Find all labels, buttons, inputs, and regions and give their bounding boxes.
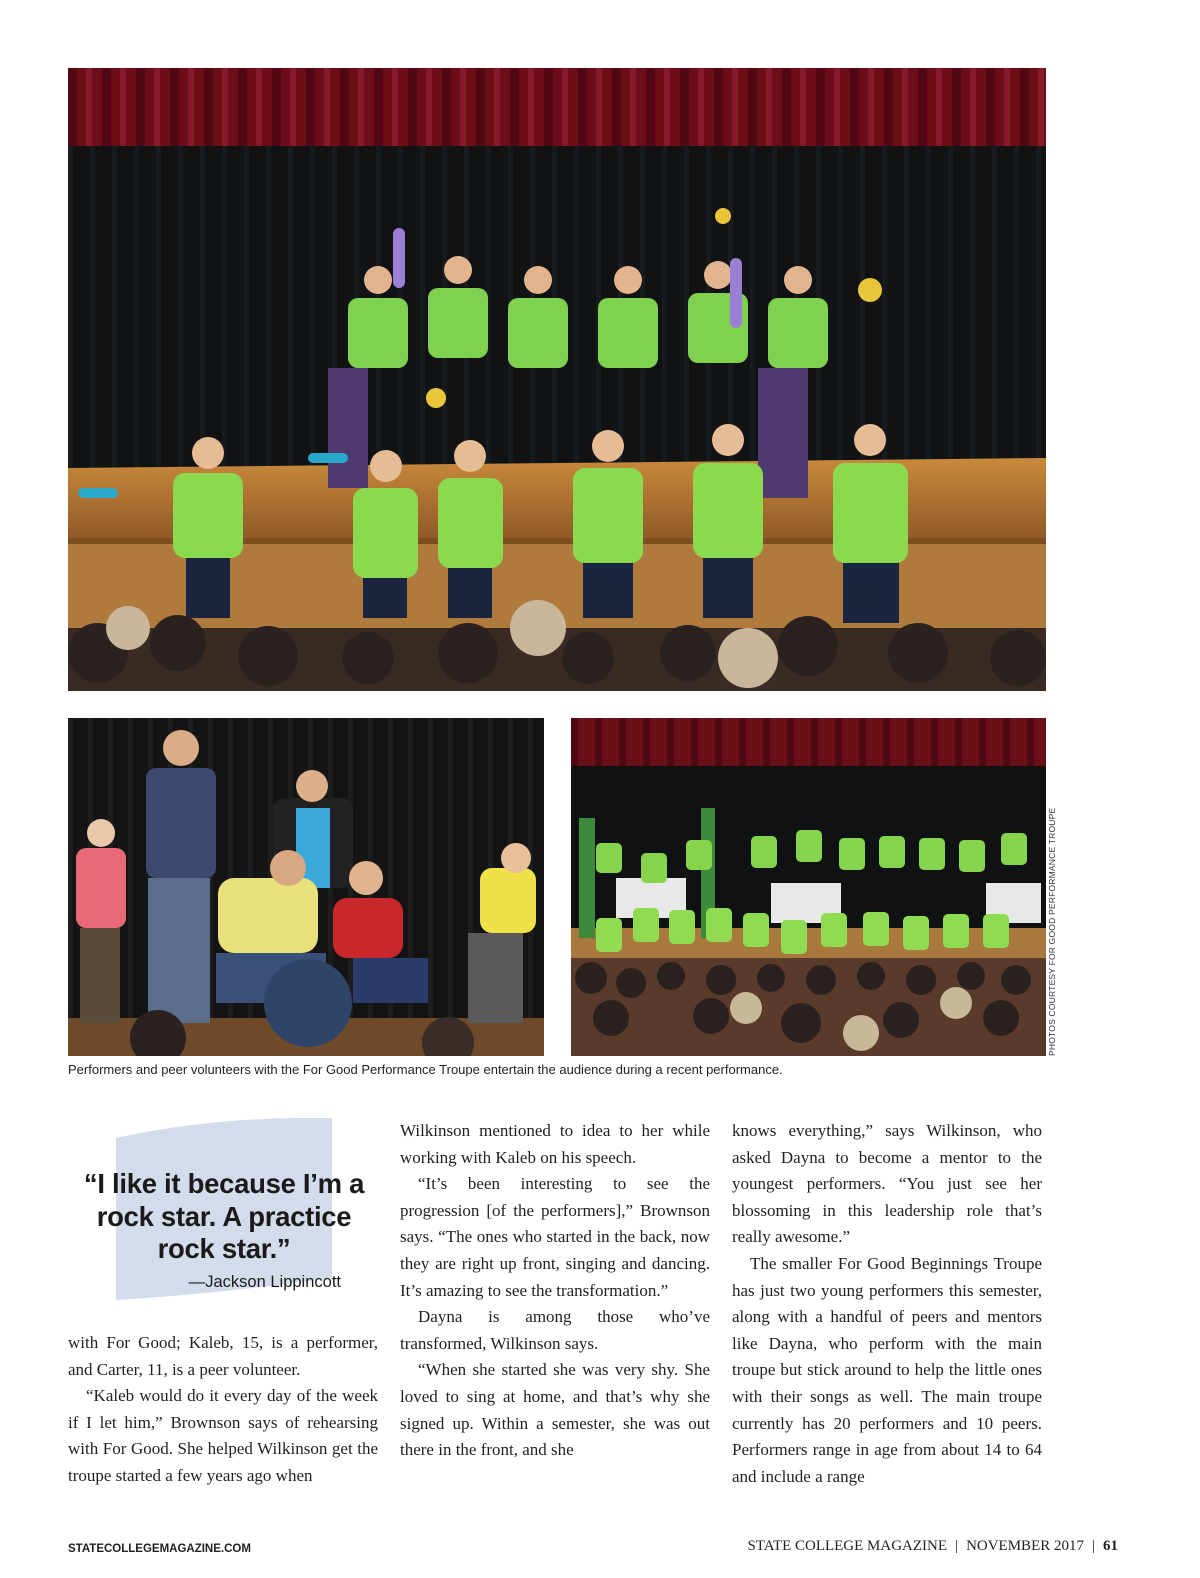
footer-folio bbox=[747, 1538, 1118, 1555]
paragraph: “When she started she was very shy. She loved to sing at home, and that’s why she signed up. Within a semester, she was out there in the front, and she bbox=[400, 1360, 710, 1460]
photo-troupe-lineup bbox=[571, 718, 1046, 1056]
paragraph: The smaller For Good Beginnings Troupe has just two young performers this semester, along with a handful of peers and mentors like Dayna, who perform with the main troupe but stick around to help the little ones with their songs as well. The main troupe currently has 20 performers and 10 peers. Performers range in age from about 14 to 64 and include a range bbox=[732, 1253, 1042, 1486]
pull-quote bbox=[80, 1118, 380, 1300]
photo-credit: PHOTOS COURTESY FOR GOOD PERFORMANCE TROUPE bbox=[1047, 807, 1057, 1056]
body-column-2 bbox=[400, 1118, 710, 1464]
paragraph: Dayna is among those who’ve transformed, Wilkinson says. bbox=[400, 1307, 710, 1353]
photo-performers-rehearsal bbox=[68, 718, 544, 1056]
lineup-photo-drawing bbox=[571, 718, 1046, 1056]
footer-magazine-name: STATE COLLEGE MAGAZINE bbox=[747, 1538, 948, 1554]
stage-photo-drawing bbox=[68, 68, 1046, 691]
paragraph: “It’s been interesting to see the progression [of the performers],” Brownson says. “The ones who started in the back, now they are right up front, singing and dancing. It’s amazing to see the transformation.” bbox=[400, 1174, 710, 1300]
photo-stage-troupe bbox=[68, 68, 1046, 691]
body-column-1 bbox=[68, 1330, 378, 1490]
page-number: 61 bbox=[1103, 1538, 1118, 1554]
footer-website: STATECOLLEGEMAGAZINE.COM bbox=[68, 1543, 251, 1555]
paragraph: “Kaleb would do it every day of the week if I let him,” Brownson says of rehearsing with For Good. She helped Wilkinson get the troupe started a few years ago when bbox=[68, 1386, 378, 1485]
rehearsal-photo-drawing bbox=[68, 718, 544, 1056]
paragraph: knows everything,” says Wilkinson, who asked Dayna to become a mentor to the youngest performers. “You just see her blossoming in this leadership role that’s really awesome.” bbox=[732, 1121, 1042, 1247]
paragraph: with For Good; Kaleb, 15, is a performer, and Carter, 11, is a peer volunteer. bbox=[68, 1333, 378, 1379]
paragraph: Wilkinson mentioned to idea to her while working with Kaleb on his speech. bbox=[400, 1121, 710, 1167]
photo-caption: Performers and peer volunteers with the For Good Performance Troupe entertain the audience during a recent performance. bbox=[68, 1062, 783, 1077]
footer-issue-date: NOVEMBER 2017 bbox=[966, 1538, 1084, 1554]
body-column-3 bbox=[732, 1118, 1042, 1490]
pull-quote-attribution: —Jackson Lippincott bbox=[188, 1273, 341, 1291]
footer-separator: | bbox=[955, 1538, 959, 1554]
footer-separator: | bbox=[1091, 1538, 1095, 1554]
pull-quote-text: “I like it because I’m a rock star. A practice rock star.” bbox=[83, 1168, 365, 1264]
